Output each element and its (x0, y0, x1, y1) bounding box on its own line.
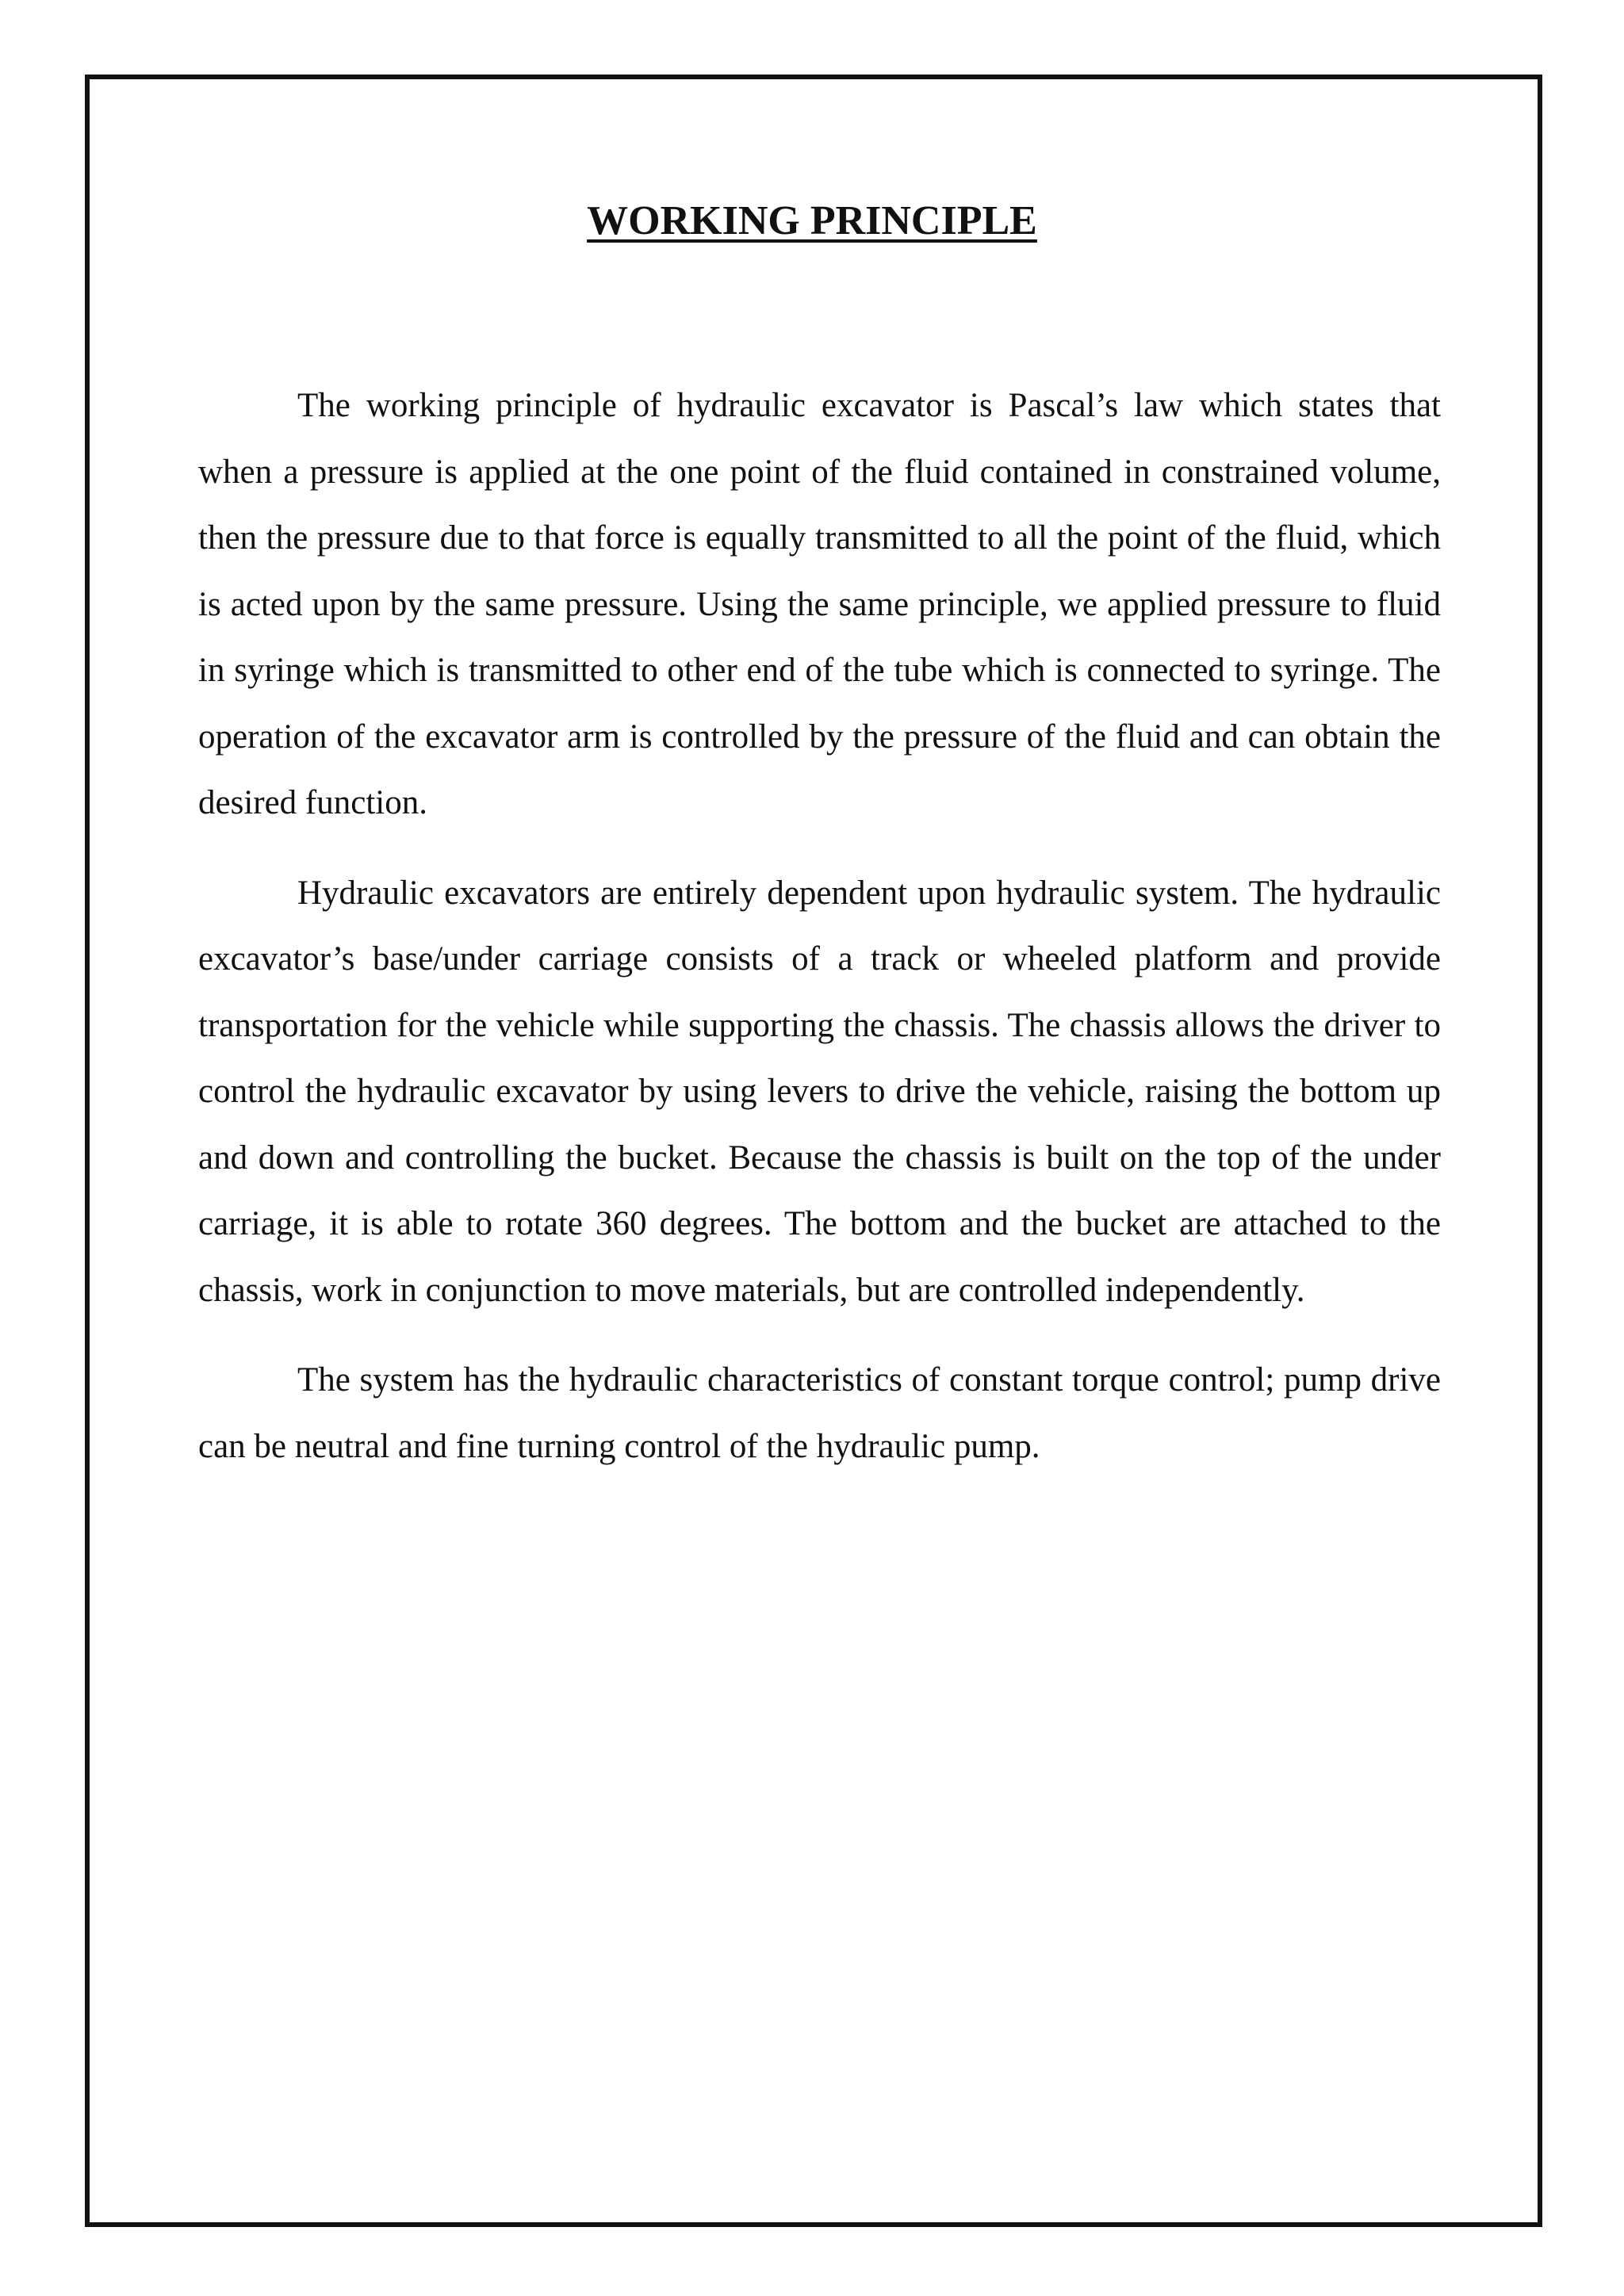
paragraph-2: Hydraulic excavators are entirely dependent upon hydraulic system. The hydraulic excavator’s base/under carriage consists of a track or wheeled platform and provide transportation for the vehicle while supporting the chassis. The chassis allows the driver to control the hydraulic excavator by using levers to drive the vehicle, raising the bottom up and down and controlling the bucket. Because the chassis is built on the top of the under carriage, it is able to rotate 360 degrees. The bottom and the bucket are attached to the chassis, work in conjunction to move materials, but are controlled independently. (198, 874, 1441, 1309)
page-title-text: WORKING PRINCIPLE (587, 197, 1037, 243)
document-body (198, 373, 1441, 1503)
paragraph-3: The system has the hydraulic characteristics of constant torque control; pump drive can be neutral and fine turning control of the hydraulic pump. (198, 1361, 1441, 1465)
page-title (0, 197, 1624, 243)
paragraph-1: The working principle of hydraulic excavator is Pascal’s law which states that when a pressure is applied at the one point of the fluid contained in constrained volume, then the pressure due to that force is equally transmitted to all the point of the fluid, which is acted upon by the same pressure. Using the same principle, we applied pressure to fluid in syringe which is transmitted to other end of the tube which is connected to syringe. The operation of the excavator arm is controlled by the pressure of the fluid and can obtain the desired function. (198, 387, 1441, 821)
